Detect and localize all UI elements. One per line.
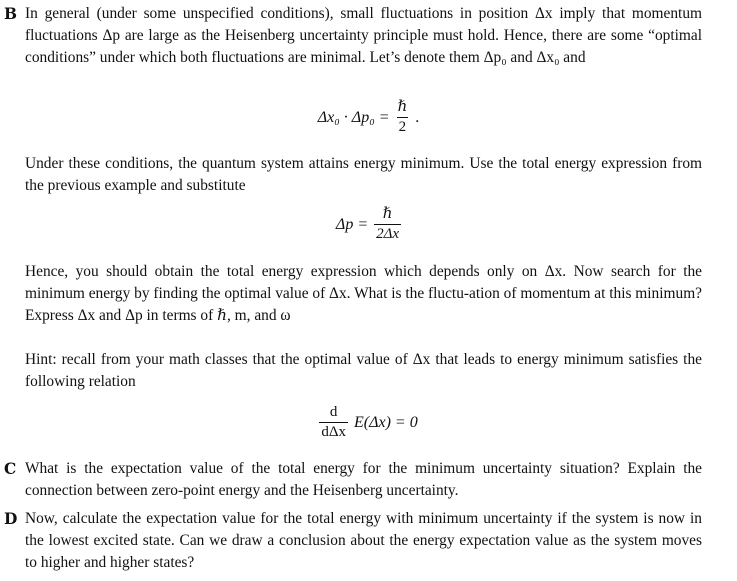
item-b-minimization-paragraph: Hence, you should obtain the total energy expression which depends only on Δx. Now search for the minimum energy by finding the optimal value of Δx. What is the fluctu-ation of momentum at this minimum? Express Δx and Δp in terms of ℏ, m, and ω [25,263,702,324]
item-c-paragraph: What is the expectation value of the total energy for the minimum uncertainty situation? Explain the connection between zero-point energy and the Heisenberg uncertainty. [25,460,702,499]
item-b-conditions-paragraph: Under these conditions, the quantum system attains energy minimum. Use the total energy expression from the previous example and substitute [25,155,702,194]
equation-rhs: E(Δx) = 0 [353,413,418,431]
equation-derivative-condition [0,403,737,441]
equation-min-uncertainty [0,99,737,136]
fraction-numerator: ℏ [382,206,393,222]
equation-fraction [396,99,410,136]
problem-item-b [0,3,737,458]
item-marker-b: B [4,5,18,23]
item-marker-c: C [4,460,17,478]
item-b-hint-paragraph: Hint: recall from your math classes that the optimal value of Δx that leads to energy minimum satisfies the following relation [25,351,702,390]
fraction-denominator: 2 [398,119,407,135]
item-d-paragraph: Now, calculate the expectation value for the total energy with minimum uncertainty if the system is now in the lowest excited state. Can we draw a conclusion about the energy expectation value as the system moves to higher and higher states? [25,510,702,571]
fraction-denominator: 2Δx [376,226,400,242]
fraction-denominator: dΔx [321,424,346,440]
fraction-numerator: ℏ [397,99,408,115]
equation-lhs: Δx₀ · Δp₀ = [317,108,390,126]
equation-momentum-substitution [0,206,737,243]
derivative-fraction [319,404,348,441]
problem-item-d [0,508,737,578]
fraction-numerator: d [329,404,338,420]
equation-lhs: Δp = [335,215,369,233]
problem-item-c [0,458,737,504]
item-b-intro-paragraph: In general (under some unspecified conditions), small fluctuations in position Δx imply that momentum fluctuations Δp are large as the Heisenberg uncertainty principle must hold. Hence, there are some “optimal conditions” under which both fluctuations are minimal. Let’s denote them Δp₀ and Δx₀ and [25,5,702,66]
equation-fraction [374,206,401,243]
equation-period: . [415,108,420,126]
item-marker-d: D [4,510,18,528]
